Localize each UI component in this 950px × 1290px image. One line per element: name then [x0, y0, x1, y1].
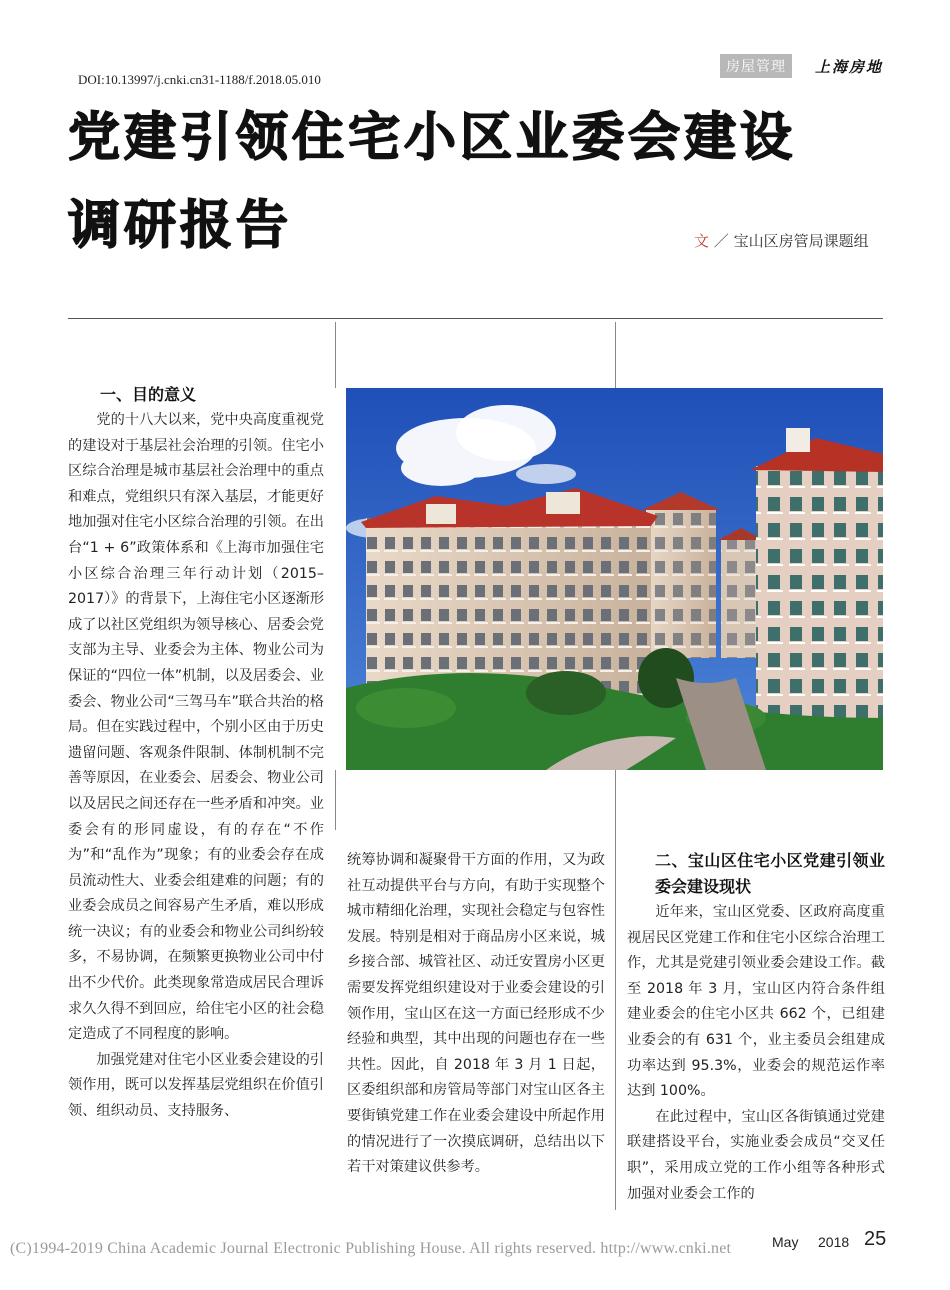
page-number: 25 [864, 1228, 887, 1250]
column-divider [615, 322, 616, 388]
byline-prefix: 文 [694, 232, 710, 250]
paragraph: 党的十八大以来，党中央高度重视党的建设对于基层社会治理的引领。住宅小区综合治理是城市基层社会治理中的重点和难点，党组织只有深入基层，才能更好地加强对住宅小区综合治理的引领。在出台“1 + 6”政策体系和《上海市加强住宅小区综合治理三年行动计划（2015–2017）》的背景下，上海住宅小区逐渐形成了以社区党组织为领导核心、居委会党支部为主导、业委会为主体、物业公司为保证的“四位一体”机制，以及居委会、业委会、物业公司“三驾马车”联合共治的格局。但在实践过程中，个别小区由于历史遗留问题、客观条件限制、体制机制不完善等原因，在业委会、居委会、物业公司以及居民之间还存在一些矛盾和冲突。业委会有的形同虚设，有的存在“不作为”和“乱作为”现象；有的业委会存在成员流动性大、业委会组建难的问题；有的业委会成员之间容易产生矛盾，难以形成统一决议；有的业委会和物业公司纠纷较多，不易协调，在频繁更换物业公司中付出不少代价。此类现象常造成居民合理诉求久久得不到回应，给住宅小区的社会稳定造成了不同程度的影响。 [68, 412, 325, 1043]
magazine-logo: 上海房地 [815, 58, 884, 76]
article-title-line2: 调研报告 [68, 196, 293, 256]
column-1 [68, 382, 324, 1125]
paragraph: 在此过程中，宝山区各街镇通过党建联建搭设平台，实施业委会成员“交叉任职”，采用成立党的工作小组等各种形式加强对业委会工作的 [627, 1108, 885, 1202]
paragraph: 加强党建对住宅小区业委会建设的引领作用，既可以发挥基层党组织在价值引领、组织动员、支持服务、 [68, 1051, 324, 1120]
section-tag: 房屋管理 [720, 54, 792, 78]
column-divider [615, 770, 616, 1210]
paragraph: 统筹协调和凝聚骨干方面的作用，又为政社互动提供平台与方向，有助于实现整个城市精细化治理，实现社会稳定与包容性发展。特别是相对于商品房小区来说，城乡接合部、城管社区、动迁安置房小区更需要发挥党组织建设对于业委会建设的引领作用，宝山区在这一方面已经形成不少经验和典型，其中出现的问题也存在一些共性。因此，自 2018 年 3 月 1 日起，区委组织部和房管局等部门对宝山区各主要街镇党建工作在业委会建设中所起作用的情况进行了一次摸底调研，总结出以下若干对策建议供参考。 [347, 852, 605, 1176]
byline-author: ／ 宝山区房管局课题组 [713, 232, 869, 250]
paragraph: 近年来，宝山区党委、区政府高度重视居民区党建工作和住宅小区综合治理工作，尤其是党建引领业委会建设工作。截至 2018 年 3 月，宝山区内符合条件组建业委会的住宅小区共 662 个，已组建业委会的有 631 个，业主委员会组建成功率达到 95.3%，业委会的规范运作率达到 100%。 [627, 904, 885, 1100]
column-2 [347, 848, 605, 1181]
residential-buildings-photo [346, 388, 883, 770]
section-heading-1: 一、目的意义 [100, 385, 197, 404]
footer-month: May [772, 1234, 799, 1250]
article-title-line1: 党建引领住宅小区业委会建设 [68, 108, 797, 168]
top-divider [68, 318, 883, 319]
byline [694, 230, 869, 251]
column-divider [335, 322, 336, 388]
copyright-watermark: (C)1994-2019 China Academic Journal Electronic Publishing House. All rights reserved. http://www.cnki.net [10, 1240, 732, 1257]
column-divider [335, 770, 336, 830]
section-heading-2: 二、宝山区住宅小区党建引领业委会建设现状 [655, 851, 885, 896]
footer-year: 2018 [818, 1234, 850, 1250]
column-3 [627, 848, 885, 1207]
doi: DOI:10.13997/j.cnki.cn31-1188/f.2018.05.010 [78, 72, 321, 87]
